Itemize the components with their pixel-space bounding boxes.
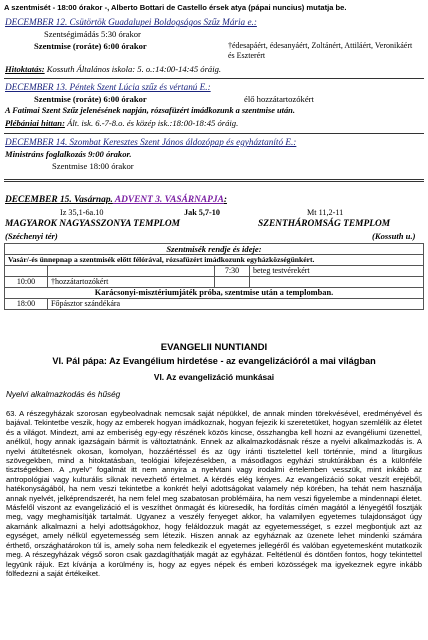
reading-3: Mt 11,2-11 <box>307 208 344 217</box>
dec12-catechesis-text: Kossuth Általános iskola: 5. o.:14:00-14:45 óráig. <box>44 64 222 74</box>
dec12-catechesis-label: Hitoktatás: <box>5 64 45 74</box>
dec13-mass: Szentmise (roráte) 6:00 órakor <box>34 94 147 104</box>
schedule-time-right <box>215 277 250 288</box>
dec13-intention: élő hozzátartozókért <box>244 94 314 104</box>
dec15-title-advent: ADVENT 3. VASÁRNAPJA <box>112 195 224 205</box>
evangelii-title: EVANGELII NUNTIANDI <box>160 342 268 353</box>
evangelii-paragraph: 63. A részegyházak szorosan egybeolvadnak nemcsak saját népükkel, de annak minden törekvésével, eredményével és bajával. Tekintetbe veszik, hogy az emberek hogyan imádkoznak, hogyan fejezik ki szeretetüket, hogyan szemlélik az életet és a világot. Mindezt, ami az emberiség egy-egy részének közös kincse, összhangba kell hozni az evangéliumi üzenettel, anélkül, hogy annak igazságain bármit is változtatnánk. Ennek az alkalmazkodásnak része a nyelvi alkalmazkodás is. A nyelvi átültetésnek okosan, komolyan, hozzáértéssel és az ügy iránti tisztelettel kell történnie, mind a liturgikus szövegekben, mind a hitoktatásban, teológiai kifejezésekben, a másodlagos egyházi struktúrákban és a különféle tisztségekben. A „nyelv” fogalmát itt nem annyira a nyelvtani vagy irodalmi értelemben vesszük, mint inkább az antropológiai vagy kulturális síknak nevezhető értelmet. A kérdés elég kényes. Az evangelizáció sokat veszít erejéből, hatékonyságából, ha nem veszi tekintetbe a konkrét helyi adottságokat valamely nép körében, ha tehát nem használja annak nyelvét, jelképrendszerét, ha nem felel meg szabatosan problémáira, ha nem veszi figyelembe a mindennapi életet. Másfelől viszont az evangelizáció el is veszíthet önmagát és kiüresedik, ha fordítás címén magától a lényegétől fosztják meg, vagy meghamisítják tartalmát. Ugyanez a veszély fenyeget akkor, ha valamilyen egyetemes tulajdonságot úgy akarnánk alkalmazni a helyi adottságokhoz, hogy feláldozzuk magát az egyetemességet, s ezzel megbontjuk azt az egységet, amely nélkül egyetemesség sem létezik. Hiszen annak az egyháznak az üzenete lehet mindenki számára érthető, országhatárokon túl is, amely soha nem feledkezik el egyetemes jellegéről és valóban egyetemesként mutatkozik meg. A részegyházak végső soron csak gazdagíthatják magát az egyházat. Feltétlenül és döntően fontos, hogy tekintettel legyünk rájuk. Ezt kívánja a korülmény is, hogy az egyes népek és emberi közösségek ma igyekeznek egyre inkább fölfedezni a saját értékeiket. <box>6 409 422 578</box>
table-row <box>5 266 424 277</box>
evangelii-subtitle: VI. Pál pápa: Az Evangélium hirdetése - az evangelizációról a mai világban <box>52 356 376 366</box>
schedule-last-text: Főpásztor szándékára <box>48 299 424 310</box>
dec14-mass: Szentmise 18:00 órakor <box>52 161 134 171</box>
schedule-text-right: beteg testvérekért <box>250 266 424 277</box>
dec14-ministrant: Ministráns foglalkozás 9:00 órakor. <box>5 149 132 159</box>
dec13-parish-label: Plébániai hittan: <box>5 118 65 128</box>
church-left: MAGYAROK NAGYASSZONYA TEMPLOM <box>5 219 181 229</box>
evangelii-subhead: Nyelvi alkalmazkodás és hűség <box>6 390 121 399</box>
schedule-time-left <box>5 266 48 277</box>
church-right: SZENTHÁROMSÁG TEMPLOM <box>258 219 391 229</box>
divider <box>4 78 424 79</box>
schedule-header: Szentmisék rendje és ideje: <box>5 244 424 255</box>
divider <box>4 179 424 180</box>
schedule-text-left: †hozzátartozókért <box>48 277 215 288</box>
dec12-catechesis <box>5 64 221 74</box>
schedule-last-time: 18:00 <box>5 299 48 310</box>
schedule-text-left <box>48 266 215 277</box>
dec13-fatima: A Fatimai Szent Szűz jelenésének napján, rózsafüzért imádkozunk a szentmise után. <box>5 106 295 115</box>
divider <box>4 133 424 134</box>
reading-2: Jak 5,7-10 <box>184 208 220 217</box>
dec13-parish-text: Ált. isk. 6.-7-8.o. és közép isk.:18:00-18:45 óráig. <box>64 118 239 128</box>
table-row <box>5 299 424 310</box>
schedule-time-right: 7:30 <box>215 266 250 277</box>
dec15-title-colon: : <box>223 195 227 205</box>
schedule-text-right <box>250 277 424 288</box>
schedule-nativity-rehearsal: Karácsonyi-misztériumjáték próba, szentmise után a templomban. <box>5 288 424 299</box>
dec13-parish-catechesis <box>5 118 238 128</box>
church-left-location: (Széchenyi tér) <box>5 231 58 241</box>
divider <box>4 181 424 182</box>
top-notice: A szentmisét - 18:00 órakor -, Alberto Bottari de Castello érsek atya (pápai nuncius) mutatja be. <box>4 3 347 12</box>
dec15-title-date: DECEMBER 15. Vasárnap. <box>5 195 113 205</box>
dec15-title <box>5 195 227 205</box>
dec13-title: DECEMBER 13. Péntek Szent Lúcia szűz és vértanú E.: <box>5 82 211 92</box>
dec12-intention: †édesapáért, édesanyáért, Zoltánért, Attiláért, Veronikáért és Eszterért <box>228 41 413 60</box>
evangelii-section: VI. Az evangelizáció munkásai <box>153 372 275 382</box>
church-right-location: (Kossuth u.) <box>372 231 416 241</box>
dec12-adoration: Szentségimádás 5:30 órakor <box>44 29 141 39</box>
schedule-time-left: 10:00 <box>5 277 48 288</box>
schedule-rosary: Vasár/-és ünnepnap a szentmisék előtt félórával, rózsafüzért imádkozunk egyházközségünkért. <box>5 255 424 266</box>
dec12-mass: Szentmise (roráte) 6:00 órakor <box>34 41 147 51</box>
table-row <box>5 277 424 288</box>
dec12-title: DECEMBER 12. Csütörtök Guadalupei Boldogságos Szűz Mária e.: <box>5 17 257 27</box>
mass-schedule-table <box>4 243 424 310</box>
dec14-title: DECEMBER 14. Szombat Keresztes Szent János áldozópap és egyháztanító E.: <box>5 137 297 147</box>
reading-1: Iz 35,1-6a.10 <box>60 208 104 217</box>
